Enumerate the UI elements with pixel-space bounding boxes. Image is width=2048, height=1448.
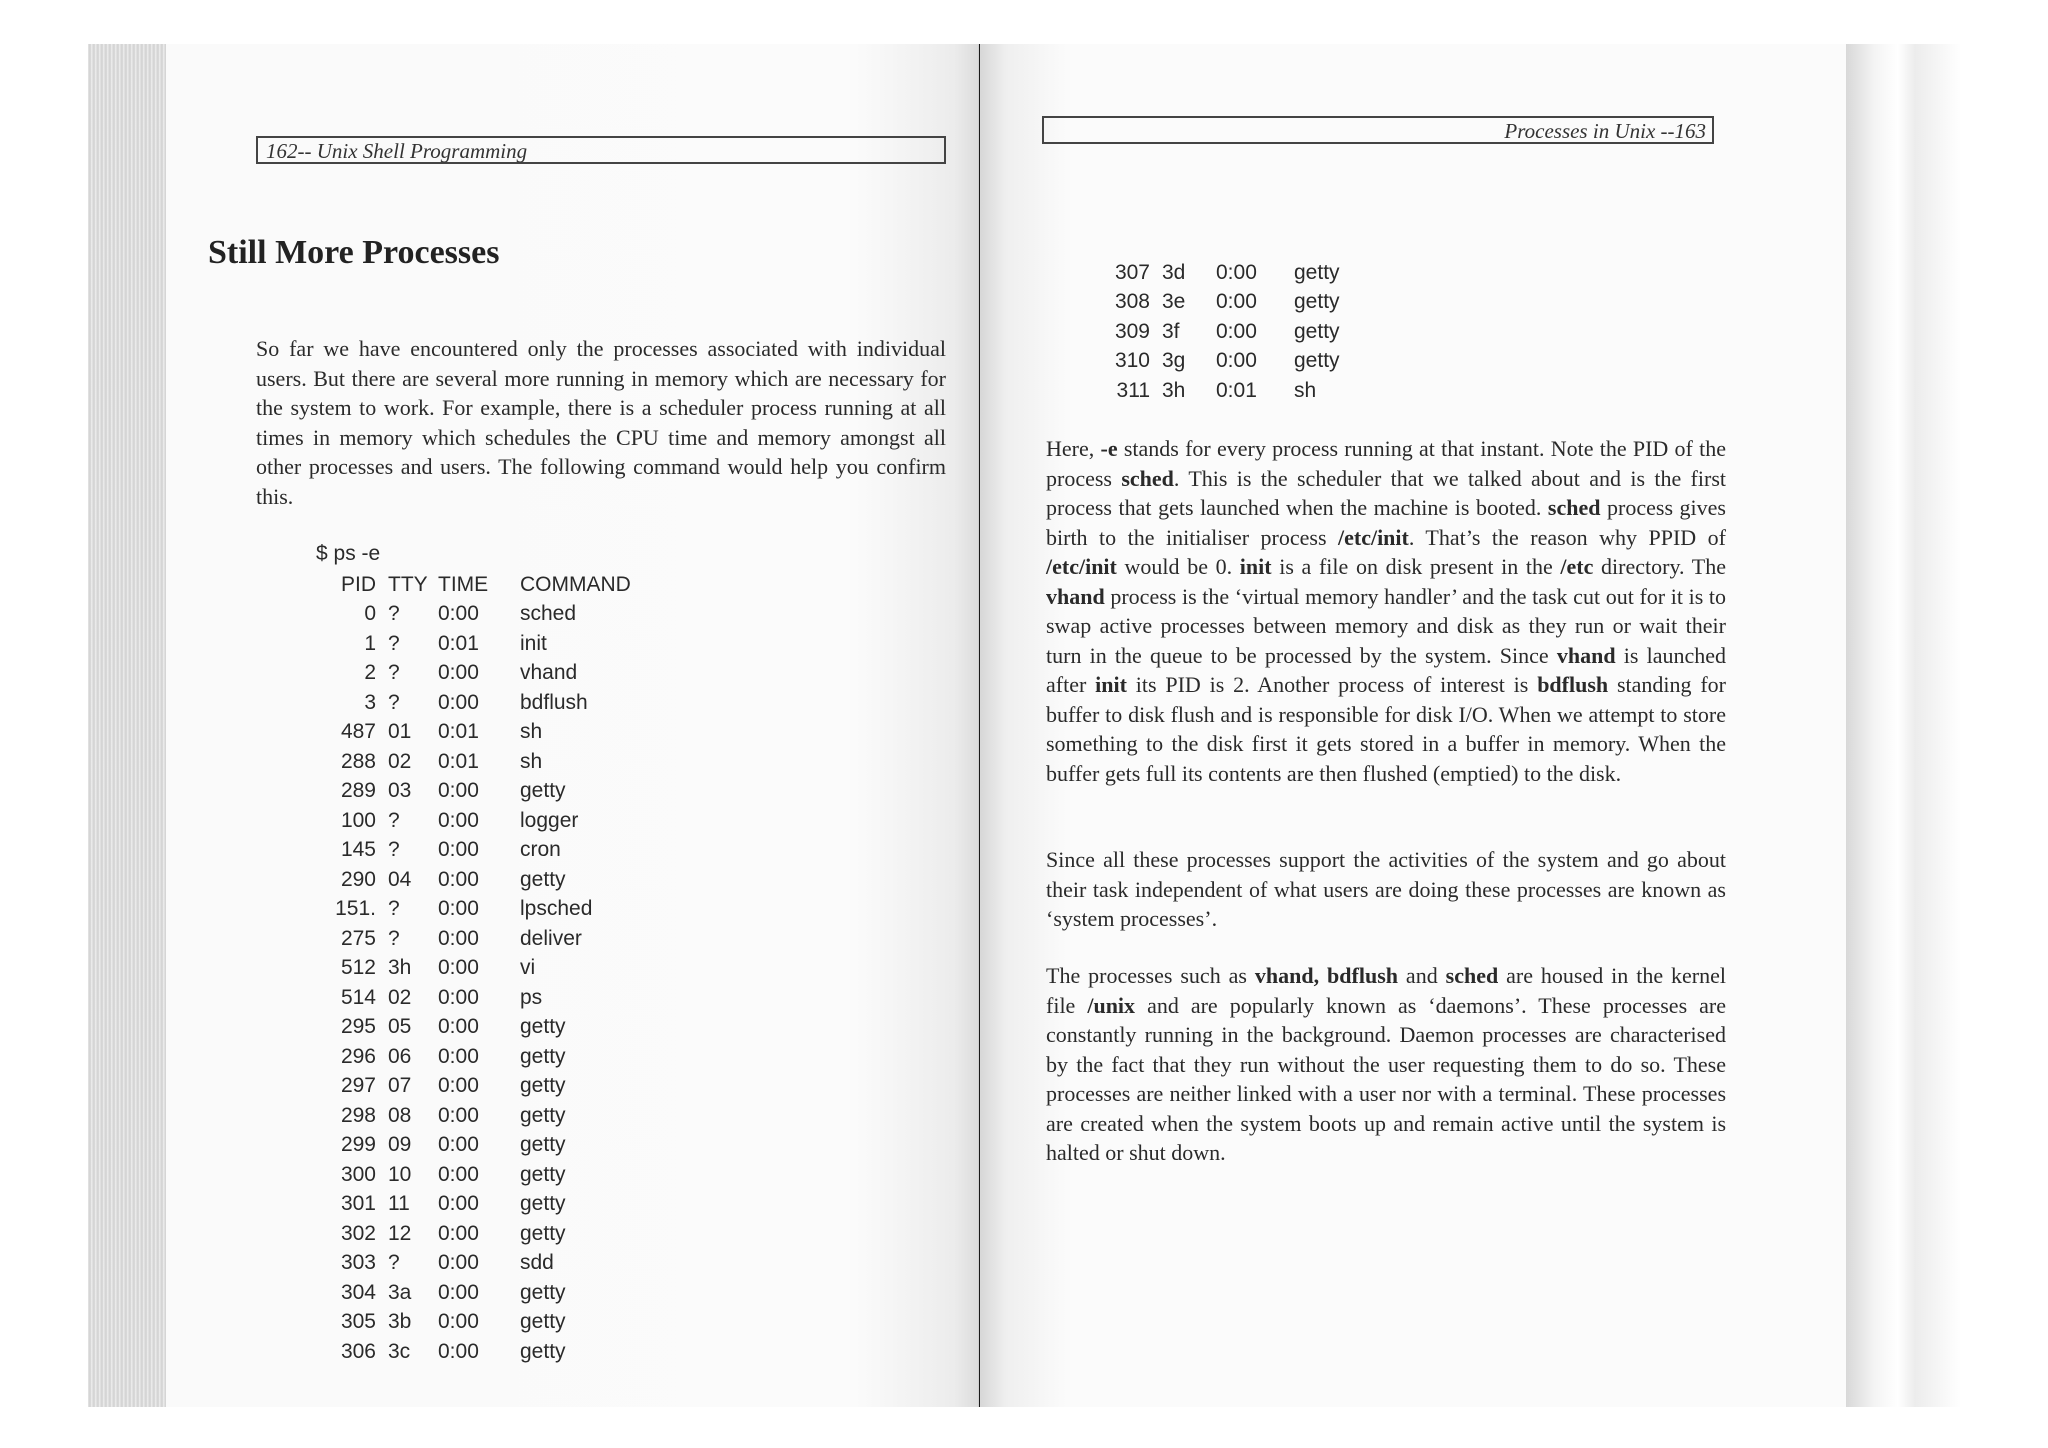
cell-pid: 300 — [340, 1162, 376, 1186]
column-header-pid: PID — [340, 572, 376, 596]
cell-pid: 299 — [340, 1133, 376, 1157]
cell-tty: ? — [388, 838, 400, 862]
cell-command: getty — [520, 1103, 566, 1127]
cell-pid: 289 — [340, 779, 376, 803]
cell-pid: 303 — [340, 1251, 376, 1275]
cell-pid: 304 — [340, 1280, 376, 1304]
process-table-left — [332, 570, 631, 1367]
process-row — [1110, 288, 1340, 318]
cell-tty: 04 — [388, 867, 412, 891]
cell-tty: 03 — [388, 779, 412, 803]
cell-command: init — [520, 631, 547, 655]
process-row — [332, 688, 631, 718]
cell-command: getty — [520, 779, 566, 803]
cell-pid: 514 — [340, 985, 376, 1009]
right-page-edges — [1846, 44, 1961, 1407]
cell-command: sh — [520, 749, 543, 773]
process-row — [332, 1308, 631, 1338]
cell-time: 0:00 — [1216, 260, 1257, 284]
cell-command: ps — [520, 985, 543, 1009]
cell-pid: 1 — [364, 631, 376, 655]
left-page-edges — [88, 44, 166, 1407]
process-row — [332, 1219, 631, 1249]
cell-time: 0:00 — [438, 690, 479, 714]
cell-pid: 512 — [340, 956, 376, 980]
cell-tty: 11 — [388, 1192, 410, 1216]
cell-command: getty — [1294, 349, 1340, 373]
cell-time: 0:00 — [1216, 349, 1257, 373]
process-row — [332, 659, 631, 689]
cell-pid: 309 — [1114, 319, 1150, 343]
cell-pid: 306 — [340, 1339, 376, 1363]
cell-time: 0:00 — [438, 1103, 479, 1127]
cell-command: getty — [520, 1280, 566, 1304]
cell-pid: 288 — [340, 749, 376, 773]
cell-tty: 01 — [388, 720, 412, 744]
cell-time: 0:00 — [1216, 290, 1257, 314]
process-row — [332, 747, 631, 777]
process-row — [1110, 317, 1340, 347]
cell-command: getty — [520, 867, 566, 891]
cell-command: getty — [520, 1074, 566, 1098]
cell-tty: 3e — [1162, 290, 1186, 314]
cell-pid: 3 — [364, 690, 376, 714]
cell-tty: ? — [388, 897, 400, 921]
process-row — [332, 777, 631, 807]
cell-command: getty — [520, 1221, 566, 1245]
process-row — [332, 1160, 631, 1190]
process-row — [332, 718, 631, 748]
cell-pid: 487 — [340, 720, 376, 744]
cell-time: 0:00 — [438, 1310, 479, 1334]
cell-command: logger — [520, 808, 579, 832]
process-row — [332, 836, 631, 866]
process-row — [332, 895, 631, 925]
process-row — [1110, 258, 1340, 288]
cell-pid: 145 — [340, 838, 376, 862]
cell-time: 0:00 — [438, 985, 479, 1009]
cell-command: sdd — [520, 1251, 554, 1275]
cell-command: getty — [1294, 319, 1340, 343]
process-row — [332, 1249, 631, 1279]
cell-tty: 3h — [388, 956, 412, 980]
cell-command: getty — [1294, 290, 1340, 314]
cell-time: 0:00 — [438, 1133, 479, 1157]
cell-command: getty — [520, 1310, 566, 1334]
cell-time: 0:00 — [438, 838, 479, 862]
cell-command: getty — [520, 1015, 566, 1039]
cell-command: getty — [520, 1133, 566, 1157]
section-title: Still More Processes — [208, 234, 500, 271]
process-row — [332, 924, 631, 954]
cell-time: 0:00 — [438, 808, 479, 832]
cell-tty: 3h — [1162, 378, 1186, 402]
cell-tty: 07 — [388, 1074, 412, 1098]
cell-time: 0:00 — [438, 926, 479, 950]
cell-time: 0:00 — [438, 1221, 479, 1245]
cell-time: 0:00 — [1216, 319, 1257, 343]
column-header-command: COMMAND — [520, 572, 631, 596]
daemons-paragraph: The processes such as vhand, bdflush and sched are housed in the kernel file /unix and are popularly known as ‘daemons’. These processes are constantly running in the background. Daemon processes are characterised by the fact that they run without the user requesting them to do so. These processes are neither linked with a user nor with a terminal. These processes are created when the system boots up and remain active until the system is halted or shut down. — [1046, 963, 1727, 1165]
cell-pid: 2 — [364, 661, 376, 685]
cell-command: getty — [520, 1339, 566, 1363]
cell-tty: 02 — [388, 749, 412, 773]
shell-command: $ ps -e — [316, 542, 381, 565]
process-row — [332, 1072, 631, 1102]
cell-command: getty — [520, 1162, 566, 1186]
left-running-header: 162-- Unix Shell Programming — [256, 136, 946, 164]
cell-time: 0:00 — [438, 867, 479, 891]
cell-tty: 06 — [388, 1044, 412, 1068]
cell-command: vi — [520, 956, 536, 980]
cell-command: vhand — [520, 661, 578, 685]
cell-tty: ? — [388, 926, 400, 950]
cell-time: 0:01 — [438, 749, 479, 773]
cell-pid: 298 — [340, 1103, 376, 1127]
cell-tty: 3d — [1162, 260, 1186, 284]
cell-command: cron — [520, 838, 561, 862]
cell-command: sh — [1294, 378, 1317, 402]
cell-time: 0:00 — [438, 602, 479, 626]
process-row — [1110, 376, 1340, 406]
cell-time: 0:01 — [1216, 378, 1257, 402]
process-table-header — [332, 570, 631, 600]
process-row — [332, 600, 631, 630]
cell-tty: 3f — [1162, 319, 1180, 343]
intro-paragraph: So far we have encountered only the processes associated with individual users. But there are several more running in memory which are necessary for the system to work. For example, there is a scheduler process running at all times in memory which schedules the CPU time and memory amongst all other processes and users. The following command would help you confirm this. — [256, 336, 946, 509]
cell-command: getty — [520, 1192, 566, 1216]
cell-tty: 08 — [388, 1103, 412, 1127]
cell-pid: 297 — [340, 1074, 376, 1098]
cell-time: 0:00 — [438, 1015, 479, 1039]
cell-command: lpsched — [520, 897, 593, 921]
cell-time: 0:00 — [438, 661, 479, 685]
cell-command: deliver — [520, 926, 582, 950]
cell-time: 0:00 — [438, 1074, 479, 1098]
process-row — [332, 1101, 631, 1131]
cell-tty: 02 — [388, 985, 412, 1009]
process-row — [332, 1042, 631, 1072]
column-header-tty: TTY — [388, 572, 428, 596]
process-row — [332, 1013, 631, 1043]
cell-pid: 302 — [340, 1221, 376, 1245]
process-row — [332, 629, 631, 659]
cell-command: getty — [520, 1044, 566, 1068]
process-row — [332, 865, 631, 895]
cell-pid: 310 — [1114, 349, 1150, 373]
cell-time: 0:00 — [438, 1339, 479, 1363]
cell-time: 0:00 — [438, 1192, 479, 1216]
process-row — [332, 806, 631, 836]
cell-pid: 100 — [340, 808, 376, 832]
process-row — [332, 954, 631, 984]
cell-time: 0:01 — [438, 720, 479, 744]
cell-time: 0:00 — [438, 779, 479, 803]
cell-pid: 275 — [340, 926, 376, 950]
cell-pid: 311 — [1116, 378, 1150, 402]
column-header-time: TIME — [438, 572, 489, 596]
cell-tty: 12 — [388, 1221, 412, 1245]
cell-time: 0:00 — [438, 1044, 479, 1068]
cell-time: 0:00 — [438, 1251, 479, 1275]
process-row — [1110, 347, 1340, 377]
cell-pid: 290 — [340, 867, 376, 891]
process-row — [332, 1278, 631, 1308]
cell-tty: 10 — [388, 1162, 412, 1186]
cell-tty: ? — [388, 602, 400, 626]
process-row — [332, 1190, 631, 1220]
cell-time: 0:00 — [438, 956, 479, 980]
process-row — [332, 983, 631, 1013]
left-page — [166, 44, 979, 1407]
cell-command: sched — [520, 602, 577, 626]
cell-pid: 0 — [364, 602, 376, 626]
cell-tty: 09 — [388, 1133, 412, 1157]
process-table-right — [1110, 258, 1340, 406]
cell-pid: 296 — [340, 1044, 376, 1068]
system-processes-paragraph: Since all these processes support the activities of the system and go about their task independent of what users are doing these processes are known as ‘system processes’. — [1046, 847, 1726, 931]
cell-tty: 3c — [388, 1339, 411, 1363]
cell-tty: ? — [388, 1251, 400, 1275]
cell-time: 0:00 — [438, 1162, 479, 1186]
cell-tty: ? — [388, 661, 400, 685]
right-page — [980, 44, 1846, 1407]
cell-tty: ? — [388, 631, 400, 655]
cell-command: sh — [520, 720, 543, 744]
cell-tty: 05 — [388, 1015, 412, 1039]
cell-tty: 3g — [1162, 349, 1186, 373]
cell-time: 0:00 — [438, 1280, 479, 1304]
right-running-header: Processes in Unix --163 — [1042, 116, 1714, 144]
cell-tty: ? — [388, 808, 400, 832]
cell-command: getty — [1294, 260, 1340, 284]
cell-pid: 301 — [340, 1192, 376, 1216]
cell-tty: 3b — [388, 1310, 412, 1334]
process-row — [332, 1131, 631, 1161]
cell-command: bdflush — [520, 690, 588, 714]
cell-time: 0:01 — [438, 631, 479, 655]
cell-pid: 305 — [340, 1310, 376, 1334]
cell-tty: 3a — [388, 1280, 412, 1304]
cell-time: 0:00 — [438, 897, 479, 921]
cell-pid: 295 — [340, 1015, 376, 1039]
explanation-paragraph: Here, -e stands for every process running at that instant. Note the PID of the process sched. This is the scheduler that we talked about and is the first process that gets launched when the machine is booted. sched process gives birth to the initialiser process /etc/init. That’s the reason why PPID of /etc/init would be 0. init is a file on disk present in the /etc directory. The vhand process is the ‘virtual memory handler’ and the task cut out for it is to swap active processes between memory and disk as they run or wait their turn in the queue to be processed by the system. Since vhand is launched after init its PID is 2. Another process of interest is bdflush standing for buffer to disk flush and is responsible for disk I/O. When we attempt to store something to the disk first it gets stored in a buffer in memory. When the buffer gets full its contents are then flushed (emptied) to the disk. — [1046, 436, 1727, 786]
cell-pid: 151. — [335, 897, 376, 921]
cell-pid: 308 — [1114, 290, 1150, 314]
cell-tty: ? — [388, 690, 400, 714]
process-row — [332, 1337, 631, 1367]
cell-pid: 307 — [1114, 260, 1150, 284]
